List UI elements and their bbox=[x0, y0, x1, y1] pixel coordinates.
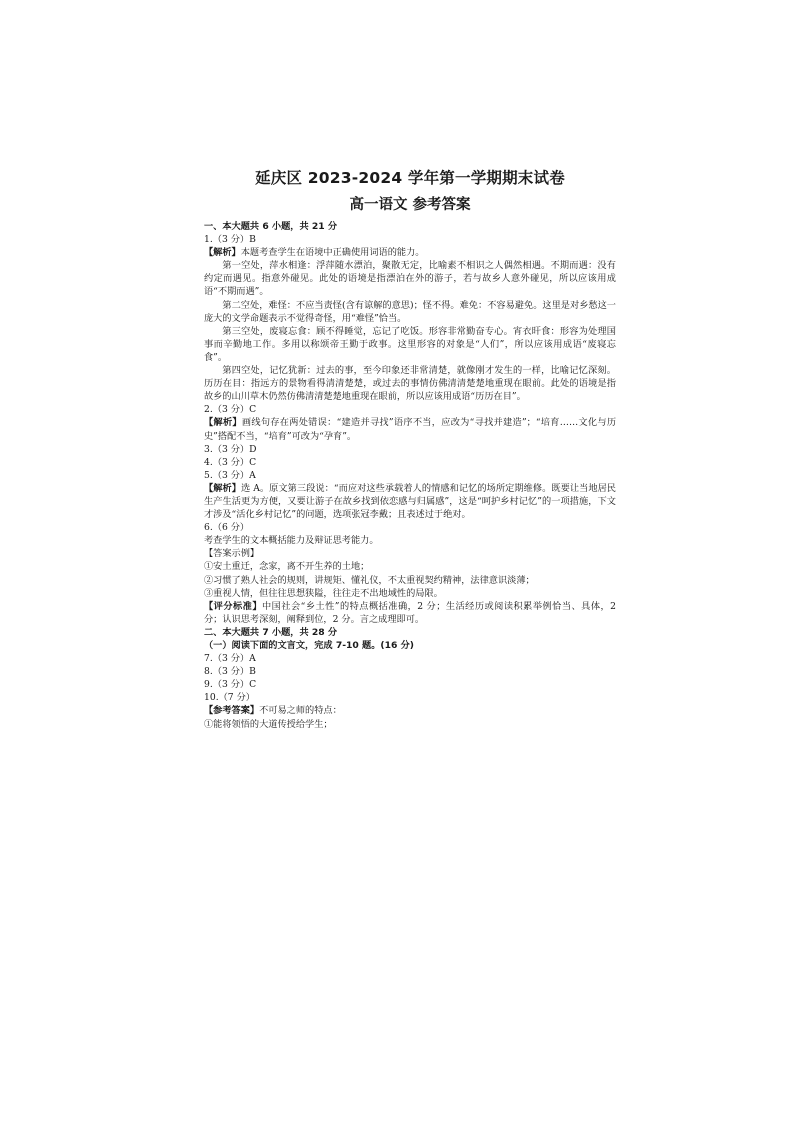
answer-line: 3.（3 分）D bbox=[204, 443, 257, 455]
answer-tag: 【评分标准】 bbox=[204, 600, 262, 612]
answer-line: 5.（3 分）A bbox=[204, 469, 256, 481]
answer-tag: 【解析】 bbox=[204, 482, 241, 494]
answer-line: 第四空处，记忆犹新：过去的事，至今印象还非常清楚，就像刚才发生的一样，比喻记忆深刻。历历在目：指远方的景物看得清清楚楚，或过去的事情仿佛清清楚楚地重现在眼前。此处的语境是指故乡的山川草木仍然仿佛清清楚楚地重现在眼前，所以应该用成语“历历在目”。 bbox=[204, 365, 616, 403]
answer-line: 1.（3 分）B bbox=[204, 234, 256, 246]
answer-line: 10.（7 分） bbox=[204, 692, 255, 704]
answer-line: 6.（6 分） bbox=[204, 522, 250, 534]
answer-text: 本题考查学生在语境中正确使用词语的能力。 bbox=[240, 247, 425, 259]
document-body bbox=[204, 168, 616, 731]
answer-line: 2.（3 分）C bbox=[204, 404, 257, 416]
answer-line bbox=[204, 246, 616, 259]
section-heading: （一）阅读下面的文言文，完成 7-10 题。(16 分) bbox=[204, 640, 414, 651]
answer-text: 画线句存在两处错误：“建造并寻找”语序不当，应改为“寻找并建造”；“培育……文化与历史”搭配不当，“培育”可改为“孕育”。 bbox=[204, 417, 617, 442]
answer-lines bbox=[204, 220, 616, 731]
answer-line: 【答案示例】 bbox=[204, 548, 260, 560]
section-heading: 一、本大题共 6 小题，共 21 分 bbox=[204, 221, 338, 232]
document-title: 延庆区 2023-2024 学年第一学期期末试卷 bbox=[255, 169, 565, 187]
answer-line: 9.（3 分）C bbox=[204, 679, 257, 691]
answer-line: 4.（3 分）C bbox=[204, 456, 257, 468]
document-subtitle: 高一语文 参考答案 bbox=[349, 197, 471, 213]
answer-line: ①能将领悟的大道传授给学生； bbox=[204, 718, 333, 730]
answer-line bbox=[204, 416, 616, 442]
answer-line bbox=[204, 600, 616, 626]
answer-tag: 【解析】 bbox=[204, 417, 242, 429]
answer-text: 中国社会“乡土性”的特点概括准确，2 分；生活经历或阅读积累举例恰当、具体，2 分；认识思考深刻，阐释到位，2 分。言之成理即可。 bbox=[204, 600, 616, 625]
answer-line: 第一空处，萍水相逢：浮萍随水漂泊，聚散无定，比喻素不相识之人偶然相遇。不期而遇：没有约定而遇见。指意外碰见。此处的语境是指漂泊在外的游子，若与故乡人意外碰见，所以应该用成语“不期而遇”。 bbox=[204, 260, 616, 298]
answer-line: 8.（3 分）B bbox=[204, 666, 256, 678]
answer-line: 7.（3 分）A bbox=[204, 653, 256, 665]
answer-line: ③重视人情，但往往思想狭隘，往往走不出地域性的局限。 bbox=[204, 587, 443, 599]
answer-line bbox=[204, 482, 616, 521]
answer-tag: 【解析】 bbox=[204, 247, 241, 259]
answer-line: 第二空处，难怪：不应当责怪(含有谅解的意思)；怪不得。难免：不容易避免。这里是对乡愁这一庞大的文学命题表示不觉得奇怪，用“难怪”恰当。 bbox=[204, 299, 616, 324]
answer-line: ①安土重迁，念家，离不开生养的土地； bbox=[204, 561, 370, 573]
answer-line: ②习惯了熟人社会的规则，讲规矩、懂礼仪，不太重视契约精神，法律意识淡薄； bbox=[204, 574, 535, 586]
section-heading: 二、本大题共 7 小题，共 28 分 bbox=[204, 626, 338, 638]
answer-text: 不可易之师的特点： bbox=[259, 705, 342, 717]
answer-tag: 【参考答案】 bbox=[204, 705, 260, 717]
answer-line bbox=[204, 704, 616, 717]
answer-text: 选 A。原文第三段说：“而应对这些承载着人的情感和记忆的场所定期维修。既要让当地居民生产生活更为方便，又要让游子在故乡找到依恋感与归属感”，这是“呵护乡村记忆”的一项措施，下文才涉及“活化乡村记忆”的问题，选项张冠李戴；且表述过于绝对。 bbox=[204, 482, 616, 521]
answer-line: 考查学生的文本概括能力及辩证思考能力。 bbox=[204, 535, 379, 547]
answer-line: 第三空处，废寝忘食：顾不得睡觉，忘记了吃饭。形容非常勤奋专心。宵衣旰食：形容为处理国事而辛勤地工作。多用以称颂帝王勤于政事。这里形容的对象是“人们”，所以应该用成语“废寝忘食”。 bbox=[204, 325, 616, 363]
